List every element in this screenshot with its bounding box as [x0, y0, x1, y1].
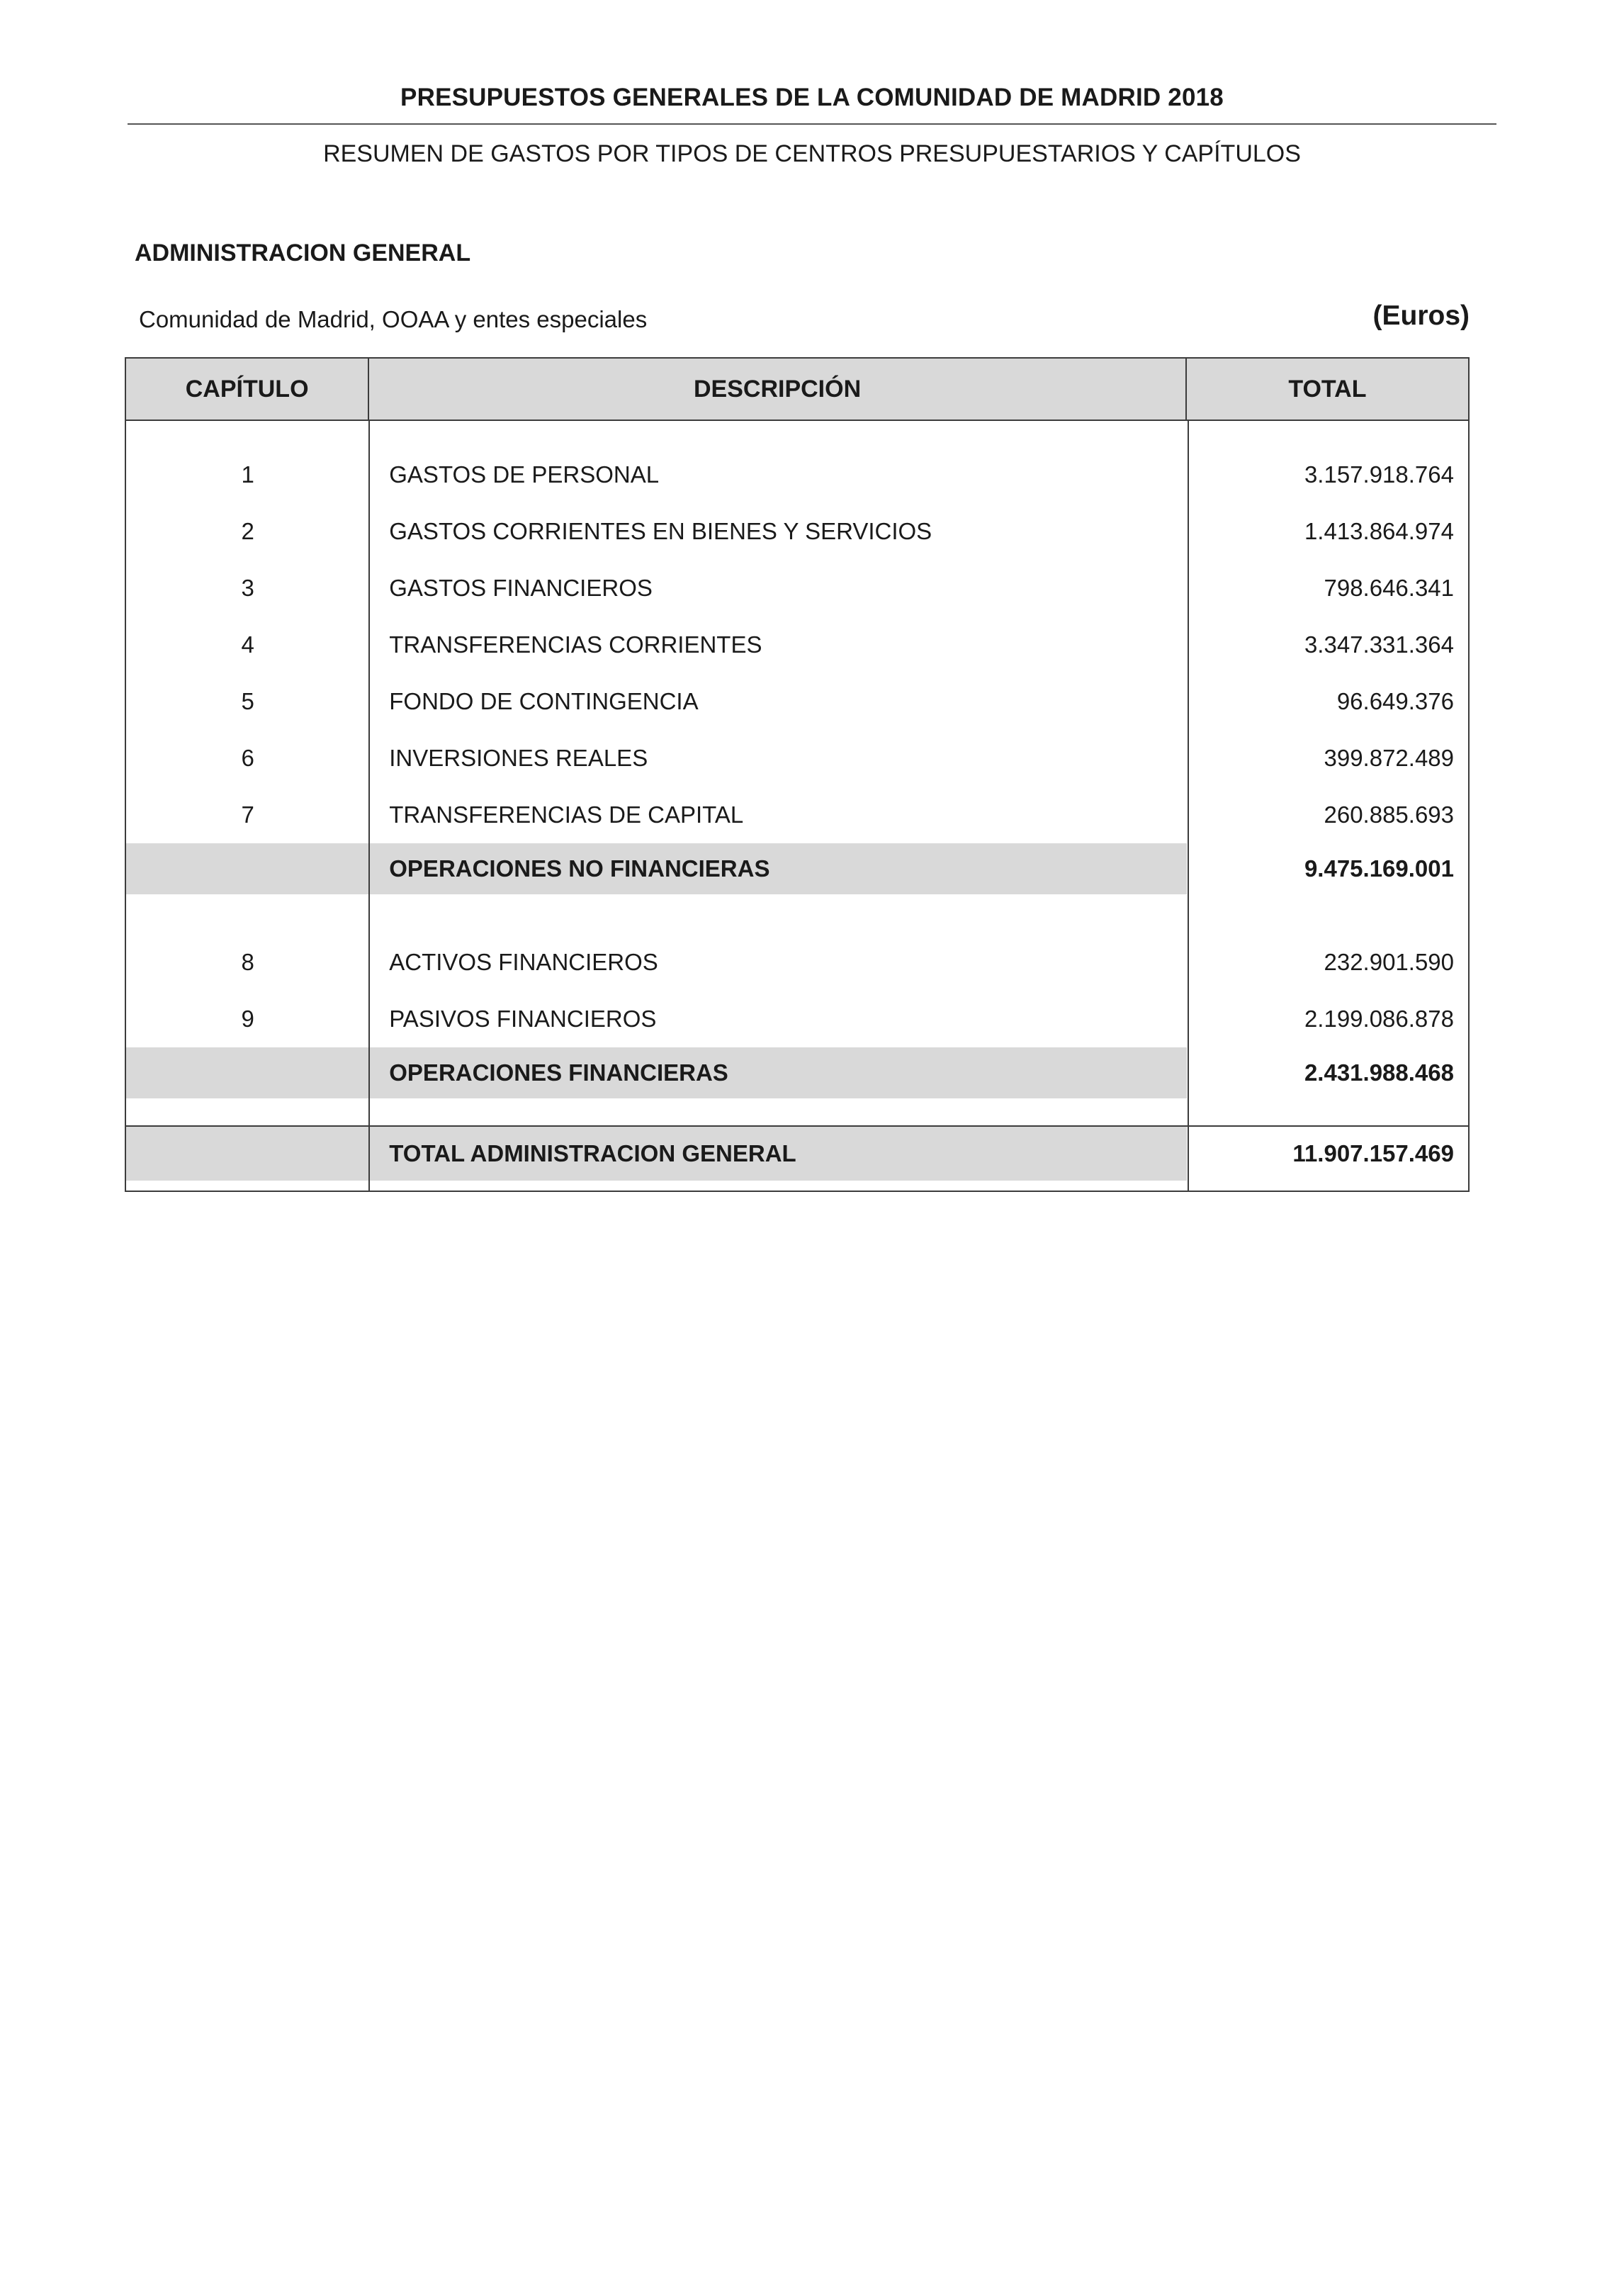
descripcion-cell: FONDO DE CONTINGENCIA [389, 688, 699, 714]
descripcion-cell: INVERSIONES REALES [389, 745, 648, 771]
header-descripcion: DESCRIPCIÓN [369, 359, 1187, 420]
capitulo-cell: 5 [241, 688, 254, 714]
total-cell: 2.431.988.468 [1304, 1059, 1454, 1086]
total-cell: 3.347.331.364 [1304, 631, 1454, 658]
budget-table [125, 357, 1470, 1192]
spacer-row [126, 894, 1468, 934]
descripcion-cell: PASIVOS FINANCIEROS [389, 1006, 657, 1032]
total-cell: 232.901.590 [1324, 949, 1454, 975]
descripcion-cell: TRANSFERENCIAS CORRIENTES [389, 631, 762, 658]
subtotal-row [126, 1047, 1468, 1098]
descripcion-cell: GASTOS DE PERSONAL [389, 461, 660, 488]
table-header-row [125, 357, 1470, 421]
descripcion-cell: GASTOS CORRIENTES EN BIENES Y SERVICIOS [389, 518, 932, 544]
table-row [126, 617, 1468, 673]
capitulo-cell: 3 [241, 575, 254, 601]
table-row [126, 560, 1468, 617]
scope-label: Comunidad de Madrid, OOAA y entes especiales [139, 306, 648, 332]
capitulo-cell: 1 [241, 461, 254, 488]
total-cell: 399.872.489 [1324, 745, 1454, 771]
spacer-row [126, 421, 1468, 446]
document-header [128, 84, 1496, 168]
descripcion-cell: ACTIVOS FINANCIEROS [389, 949, 658, 975]
capitulo-cell: 7 [241, 801, 254, 828]
total-cell: 3.157.918.764 [1304, 461, 1454, 488]
document-title: PRESUPUESTOS GENERALES DE LA COMUNIDAD DE MADRID 2018 [400, 84, 1224, 111]
subtotal-row [126, 843, 1468, 894]
capitulo-cell: 8 [241, 949, 254, 975]
capitulo-cell [126, 843, 369, 894]
header-capitulo: CAPÍTULO [126, 359, 369, 420]
descripcion-cell: OPERACIONES NO FINANCIERAS [369, 843, 1187, 894]
spacer-row [126, 1181, 1468, 1191]
table-row [126, 730, 1468, 787]
document-subtitle: RESUMEN DE GASTOS POR TIPOS DE CENTROS PRESUPUESTARIOS Y CAPÍTULOS [323, 140, 1301, 167]
table-body [125, 421, 1470, 1192]
total-cell: 1.413.864.974 [1304, 518, 1454, 544]
total-row [126, 1127, 1468, 1181]
section-title: ADMINISTRACION GENERAL [135, 240, 471, 266]
total-cell: 96.649.376 [1336, 688, 1454, 714]
descripcion-cell: OPERACIONES FINANCIERAS [369, 1047, 1187, 1098]
column-divider [368, 421, 370, 1191]
spacer-row [126, 1098, 1468, 1127]
total-cell: 11.907.157.469 [1292, 1140, 1454, 1166]
capitulo-cell [126, 1047, 369, 1098]
column-divider [1188, 421, 1189, 1191]
total-cell: 9.475.169.001 [1304, 855, 1454, 882]
currency-label: (Euros) [1372, 300, 1470, 331]
capitulo-cell: 6 [241, 745, 254, 771]
total-cell: 2.199.086.878 [1304, 1006, 1454, 1032]
table-row [126, 503, 1468, 560]
table-row [126, 673, 1468, 730]
capitulo-cell: 9 [241, 1006, 254, 1032]
table-row [126, 934, 1468, 991]
table-row [126, 991, 1468, 1047]
descripcion-cell: TOTAL ADMINISTRACION GENERAL [369, 1127, 1187, 1181]
header-total: TOTAL [1288, 375, 1367, 403]
capitulo-cell: 2 [241, 518, 254, 544]
capitulo-cell: 4 [241, 631, 254, 658]
total-cell: 260.885.693 [1324, 801, 1454, 828]
table-row [126, 787, 1468, 843]
table-row [126, 446, 1468, 503]
descripcion-cell: TRANSFERENCIAS DE CAPITAL [389, 801, 744, 828]
header-rule [128, 123, 1496, 125]
capitulo-cell [126, 1127, 369, 1181]
total-cell: 798.646.341 [1324, 575, 1454, 601]
descripcion-cell: GASTOS FINANCIEROS [389, 575, 653, 601]
